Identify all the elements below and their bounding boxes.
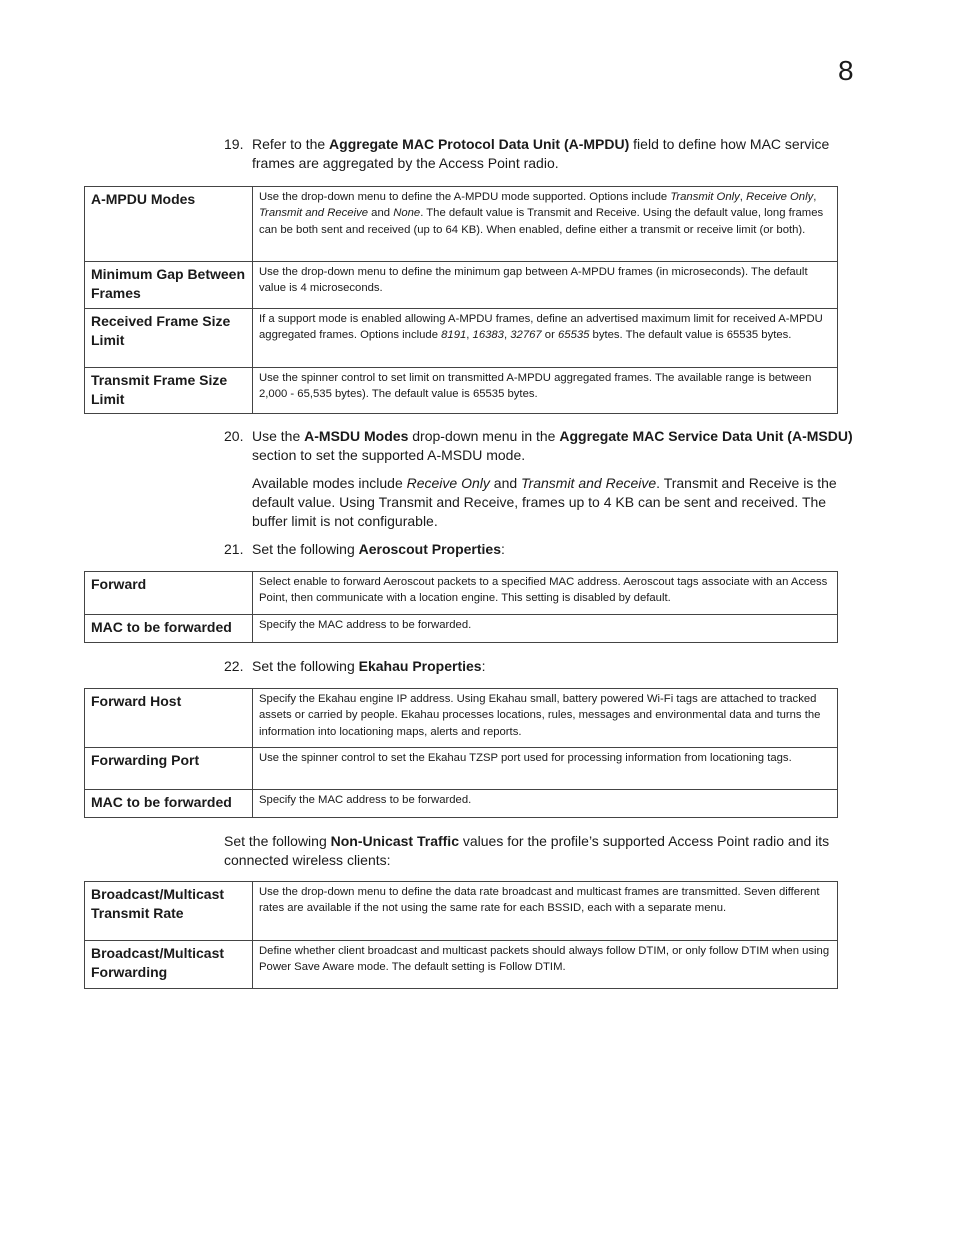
step-text (252, 427, 864, 465)
table-row (85, 262, 838, 309)
description-text: Use the drop-down menu to define the minimum gap between A-MPDU frames (in microseconds). The default value is 4 microseconds. (259, 266, 808, 295)
term-cell: Forwarding Port (85, 748, 253, 790)
description-text: , (813, 191, 817, 203)
step-number: 19. (224, 136, 244, 152)
step-text-part: : (481, 658, 486, 674)
table-row (85, 882, 838, 941)
step-19 (224, 135, 864, 173)
description-cell (253, 790, 838, 818)
description-text: Select enable to forward Aeroscout packets to a specified MAC address. Aeroscout tags associate with an Access Point, then communicate with a location engine. This setting is disabled by default. (259, 576, 828, 605)
chapter-number: 8 (838, 55, 854, 86)
term-cell: Received Frame Size Limit (85, 309, 253, 368)
term-cell: Transmit Frame Size Limit (85, 368, 253, 414)
term-cell: Minimum Gap Between Frames (85, 262, 253, 309)
term-cell: Broadcast/Multicast Forwarding (85, 941, 253, 989)
description-text: Specify the MAC address to be forwarded. (259, 794, 472, 806)
step-text (252, 135, 864, 173)
section-name: Aeroscout Properties (358, 541, 501, 557)
step-text (252, 657, 864, 676)
description-text: Use the drop-down menu to define the A-MPDU mode supported. Options include (259, 191, 671, 203)
field-name: A-MSDU Modes (304, 428, 409, 444)
field-name: Aggregate MAC Protocol Data Unit (A-MPDU) (329, 136, 630, 152)
paragraph-part: and (489, 475, 522, 491)
paragraph-part: Set the following (224, 833, 331, 849)
step-text-part: field to define how MAC service frames are aggregated by the Access Point radio. (252, 136, 830, 171)
description-text: Use the spinner control to set limit on transmitted A-MPDU aggregated frames. The available range is between 2,000 - 65,535 bytes). The default value is 65535 bytes. (259, 372, 812, 401)
term-cell: MAC to be forwarded (85, 790, 253, 818)
description-text: , (466, 329, 473, 342)
description-cell (253, 572, 838, 615)
description-text: Specify the Ekahau engine IP address. Using Ekahau small, battery powered Wi-Fi tags are attached to tracked assets or carried by people. Ekahau processes locations, rules, messages and environmental data and turns the information into locationing maps, alerts and reports. (259, 693, 821, 738)
description-text: or (541, 329, 558, 342)
step-text-part: drop-down menu in the (408, 428, 560, 444)
option-value: 16383 (472, 329, 504, 342)
paragraph-part: . Transmit and Receive is the default value. Using Transmit and Receive, frames up to 4 KB can be sent and received. The buffer limit is not configurable. (252, 475, 837, 529)
description-cell (253, 689, 838, 748)
option-value: Transmit Only (670, 191, 740, 203)
step-20 (224, 427, 864, 465)
step-number: 20. (224, 428, 244, 444)
ekahau-table (84, 688, 838, 818)
section-name: Ekahau Properties (358, 658, 482, 674)
table-row (85, 790, 838, 818)
step-text (252, 540, 864, 559)
description-cell (253, 748, 838, 790)
description-text: , (739, 191, 747, 203)
mode-name: Transmit and Receive (521, 475, 657, 491)
section-name: Aggregate MAC Service Data Unit (A-MSDU) (559, 428, 853, 444)
option-value: Transmit and Receive (259, 207, 369, 220)
description-cell (253, 309, 838, 368)
description-text: Define whether client broadcast and multicast packets should always follow DTIM, or only follow DTIM when using Power Save Aware mode. The default setting is Follow DTIM. (259, 945, 830, 974)
step-text-part: Set the following (252, 658, 359, 674)
option-value: Receive Only (746, 191, 814, 203)
non-unicast-intro (224, 832, 864, 870)
description-text: and (368, 207, 394, 220)
section-name: Non-Unicast Traffic (330, 833, 459, 849)
ampdu-table (84, 186, 838, 414)
description-text: Use the spinner control to set the Ekahau TZSP port used for processing information from locationing tags. (259, 752, 792, 764)
step-text-part: Refer to the (252, 136, 330, 152)
description-text: . The default value is Transmit and Receive. Using the default value, long frames can be both sent and received (up to 64 KB). When enabled, define either a transmit or receive limit (or both). (259, 207, 824, 236)
option-value: None (393, 207, 421, 220)
table-row (85, 368, 838, 414)
table-row (85, 572, 838, 615)
description-text: , (503, 329, 511, 342)
table-row (85, 615, 838, 643)
description-cell (253, 368, 838, 414)
step-21 (224, 540, 864, 559)
non-unicast-table (84, 881, 838, 989)
option-value: 8191 (441, 329, 467, 342)
option-value: 32767 (510, 329, 542, 342)
step-text-part: section to set the supported A-MSDU mode. (252, 447, 526, 463)
option-value: 65535 (558, 329, 590, 342)
term-cell: MAC to be forwarded (85, 615, 253, 643)
description-cell (253, 941, 838, 989)
step-text-part: : (501, 541, 505, 557)
step-22 (224, 657, 864, 676)
step-20-paragraph (252, 474, 864, 531)
term-cell: Forward (85, 572, 253, 615)
paragraph-part: Available modes include (252, 475, 407, 491)
table-row (85, 748, 838, 790)
table-row (85, 187, 838, 262)
paragraph-part: values for the profile’s supported Access Point radio and its connected wireless clients: (224, 833, 830, 868)
description-text: Use the drop-down menu to define the data rate broadcast and multicast frames are transmitted. Seven different rates are available if the not using the same rate for each BSSID, each with a separate menu. (259, 886, 820, 915)
table-row (85, 689, 838, 748)
aeroscout-table (84, 571, 838, 643)
step-number: 22. (224, 658, 244, 674)
table-row (85, 309, 838, 368)
term-cell: Broadcast/Multicast Transmit Rate (85, 882, 253, 941)
description-cell (253, 187, 838, 262)
step-text-part: Set the following (252, 541, 359, 557)
step-number: 21. (224, 541, 244, 557)
term-cell: Forward Host (85, 689, 253, 748)
step-text-part: Use the (252, 428, 305, 444)
description-text: bytes. The default value is 65535 bytes. (589, 329, 792, 342)
table-row (85, 941, 838, 989)
description-text: Specify the MAC address to be forwarded. (259, 619, 472, 631)
description-cell (253, 262, 838, 309)
term-cell: A-MPDU Modes (85, 187, 253, 262)
description-cell (253, 615, 838, 643)
description-text: If a support mode is enabled allowing A-MPDU frames, define an advertised maximum limit for received A-MPDU aggregated frames. Options include (259, 313, 823, 342)
description-cell (253, 882, 838, 941)
mode-name: Receive Only (406, 475, 490, 491)
